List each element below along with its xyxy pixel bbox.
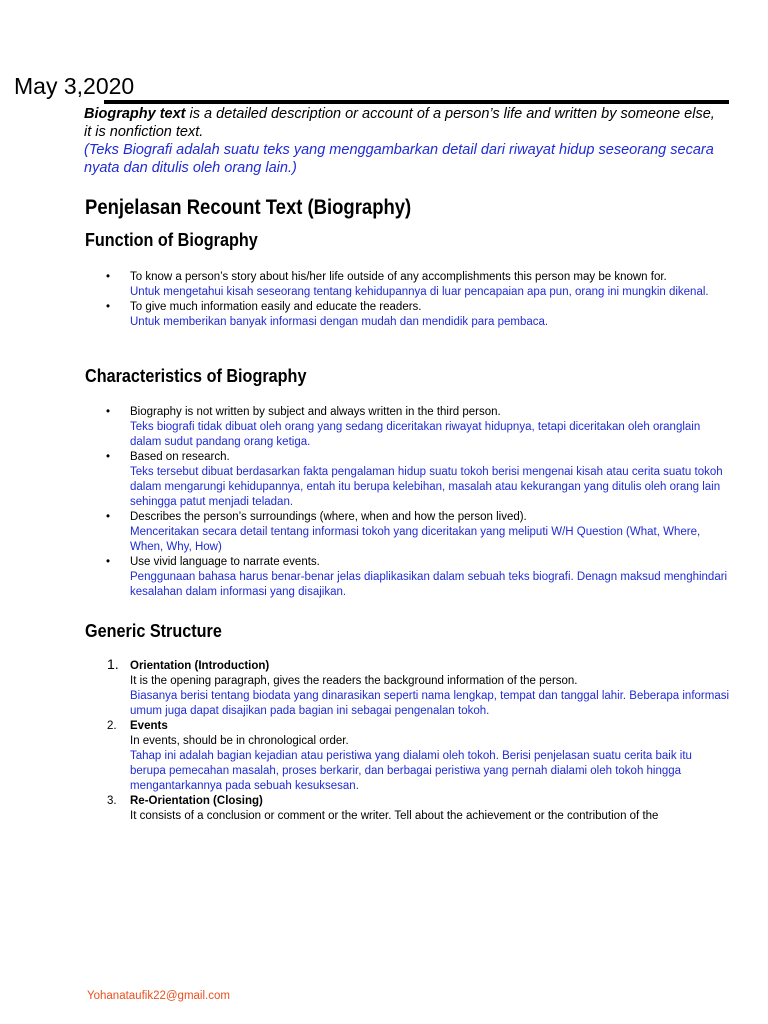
characteristic-item — [0, 555, 768, 600]
structure-item-title: Orientation (Introduction) — [130, 660, 270, 672]
structure-list — [0, 656, 768, 824]
bullet-icon: • — [106, 406, 111, 418]
function-item-id: Untuk memberikan banyak informasi dengan mudah dan mendidik para pembaca. — [130, 316, 549, 328]
intro-text: is a detailed description or account of a person’s life and written by someone else, it is nonfiction text. — [84, 106, 715, 140]
function-item — [0, 270, 768, 300]
bullet-icon: • — [106, 271, 111, 283]
function-item-en: To give much information easily and educate the readers. — [130, 301, 422, 313]
structure-item-title: Events — [130, 720, 168, 732]
characteristics-heading: Characteristics of Biography — [85, 366, 307, 386]
function-item-id: Untuk mengetahui kisah seseorang tentang kehidupannya di luar pencapaian apa pun, orang ini mungkin dikenal. — [130, 286, 709, 298]
characteristic-item-en: Based on research. — [130, 451, 230, 463]
characteristic-item-id: Penggunaan bahasa harus benar-benar jelas diaplikasikan dalam sebuah teks biografi. Denagn maksud menghindari kesalahan dalam informasi yang disajikan. — [130, 571, 728, 598]
bullet-icon: • — [106, 451, 111, 463]
characteristics-list — [0, 405, 768, 600]
characteristic-item-id: Menceritakan secara detail tentang informasi tokoh yang diceritakan yang meliputi W/H Question (What, Where, When, Why, How) — [130, 526, 701, 553]
structure-item-en: It is the opening paragraph, gives the readers the background information of the person. — [130, 675, 578, 687]
characteristic-item-en: Describes the person’s surroundings (where, when and how the person lived). — [130, 511, 527, 523]
structure-item-en: It consists of a conclusion or comment or the writer. Tell about the achievement or the contribution of the — [130, 810, 659, 822]
intro-bold-term: Biography text — [84, 106, 186, 122]
footer-email: Yohanataufik22@gmail.com — [87, 990, 230, 1002]
document-date: May 3,2020 — [14, 73, 135, 99]
structure-item-number: 2. — [107, 720, 117, 732]
characteristic-item — [0, 405, 768, 450]
function-item-en: To know a person’s story about his/her life outside of any accomplishments this person may be known for. — [130, 271, 667, 283]
characteristic-item-en: Biography is not written by subject and always written in the third person. — [130, 406, 501, 418]
intro-paragraph — [84, 105, 724, 177]
bullet-icon: • — [106, 301, 111, 313]
function-list — [0, 270, 768, 330]
characteristic-item-en: Use vivid language to narrate events. — [130, 556, 320, 568]
structure-item-title: Re-Orientation (Closing) — [130, 795, 263, 807]
header-rule — [104, 100, 729, 104]
structure-item-number: 3. — [107, 795, 117, 807]
intro-translation: (Teks Biografi adalah suatu teks yang menggambarkan detail dari riwayat hidup seseorang secara nyata dan ditulis oleh orang lain.) — [84, 142, 714, 176]
function-item — [0, 300, 768, 330]
structure-item — [0, 719, 768, 794]
main-heading: Penjelasan Recount Text (Biography) — [85, 196, 412, 219]
bullet-icon: • — [106, 556, 111, 568]
structure-item-id: Biasanya berisi tentang biodata yang dinarasikan seperti nama lengkap, tempat dan tanggal lahir. Beberapa informasi umum juga dapat disajikan pada bagian ini sebagai pengenalan tokoh. — [130, 690, 730, 717]
structure-item — [0, 656, 768, 719]
structure-item-en: In events, should be in chronological order. — [130, 735, 349, 747]
structure-item-number: 1. — [107, 656, 119, 672]
function-heading: Function of Biography — [85, 230, 258, 250]
structure-item — [0, 794, 768, 824]
bullet-icon: • — [106, 511, 111, 523]
characteristic-item-id: Teks tersebut dibuat berdasarkan fakta pengalaman hidup suatu tokoh berisi mengenai kisah atau cerita suatu tokoh dalam mengarungi kehidupannya, entah itu berupa kelebihan, masalah atau kekurangan yang ditulis oleh orang lain sehingga patut menjadi teladan. — [130, 466, 723, 508]
structure-item-id: Tahap ini adalah bagian kejadian atau peristiwa yang dialami oleh tokoh. Berisi penjelasan suatu cerita baik itu berupa pemecahan masalah, proses berkarir, dan berbagai peristiwa yang pernah dialami oleh tokoh hingga mengantarkannya pada sebuah kesuksesan. — [130, 750, 692, 792]
characteristic-item-id: Teks biografi tidak dibuat oleh orang yang sedang diceritakan riwayat hidupnya, tetapi diceritakan oleh oranglain dalam sudut pandang orang ketiga. — [130, 421, 701, 448]
characteristic-item — [0, 450, 768, 510]
characteristic-item — [0, 510, 768, 555]
structure-heading: Generic Structure — [85, 621, 222, 641]
